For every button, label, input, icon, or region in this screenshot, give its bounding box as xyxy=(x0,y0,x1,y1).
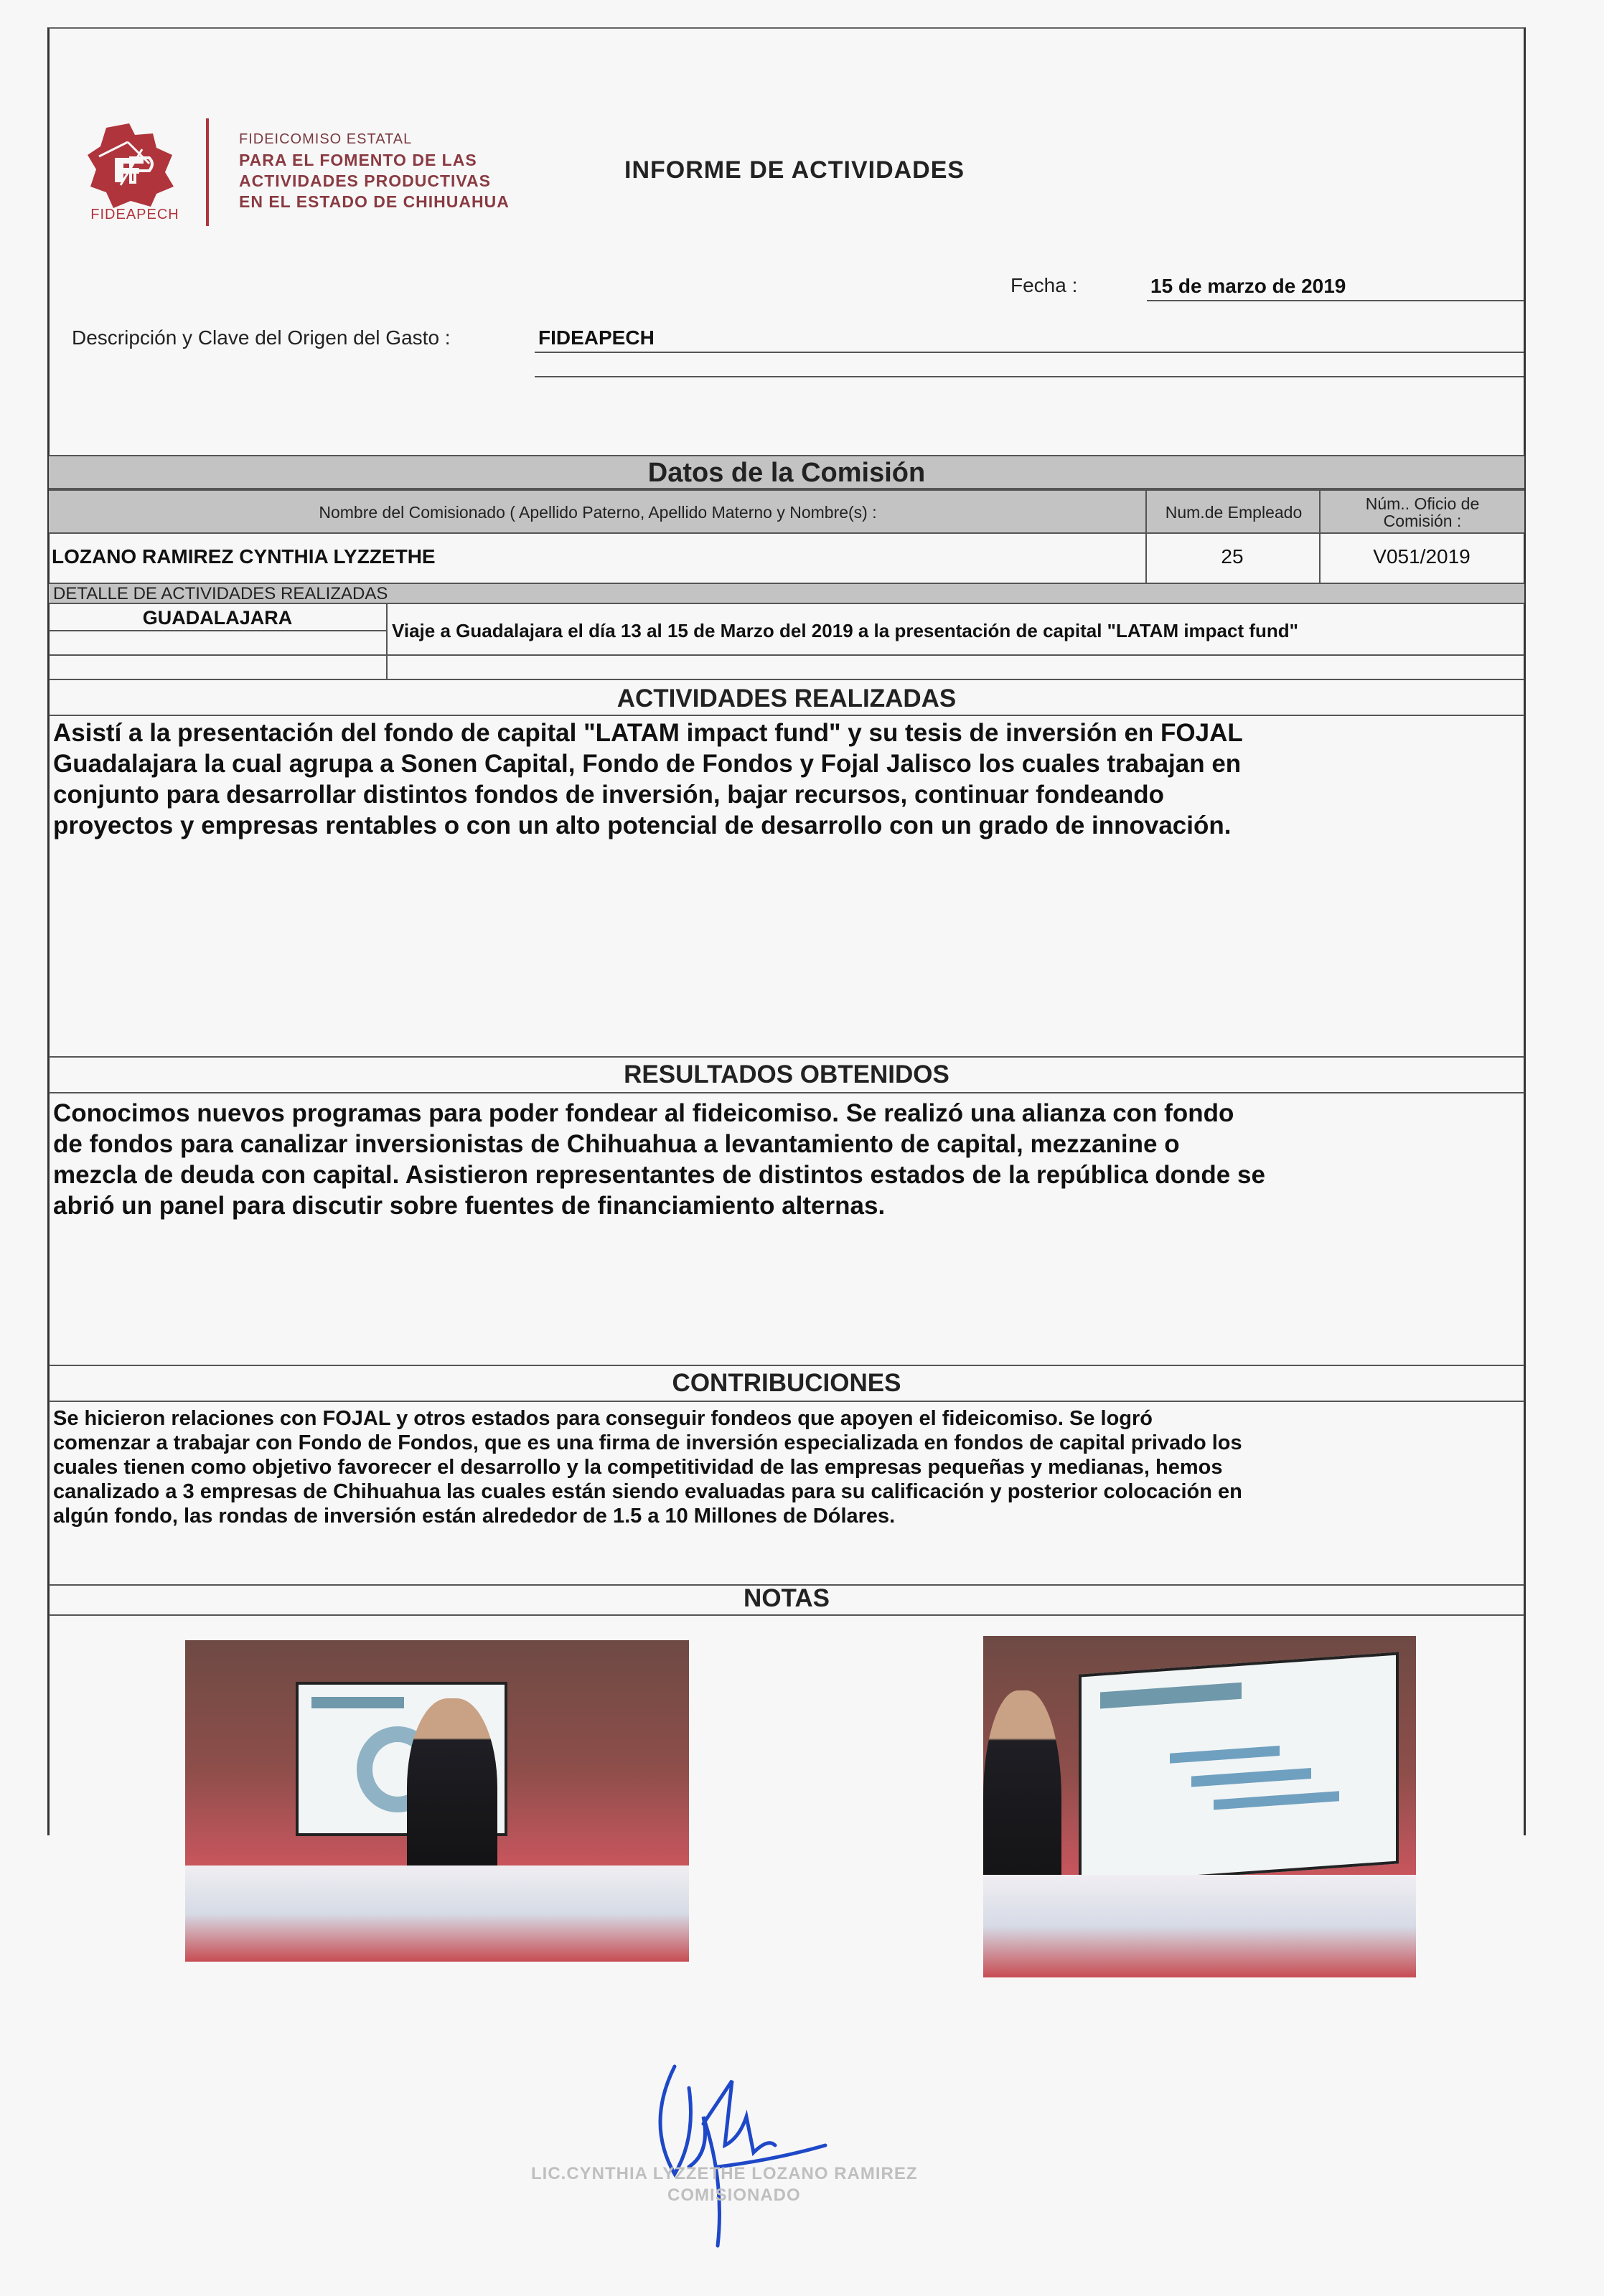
event-photo-1 xyxy=(185,1640,689,1962)
fideapech-logo-icon xyxy=(85,121,178,210)
actividades-title: ACTIVIDADES REALIZADAS xyxy=(616,684,957,712)
resultados-text xyxy=(53,1098,1524,1221)
detalle-divider xyxy=(386,604,388,679)
col-divider-2 xyxy=(1319,489,1321,583)
origen-underline-2 xyxy=(535,376,1524,377)
document-title: INFORME DE ACTIVIDADES xyxy=(624,156,965,184)
resultados-line: mezcla de deuda con capital. Asistieron representantes de distintos estados de la república donde se xyxy=(53,1161,1265,1189)
contribuciones-line: cuales tienen como objetivo favorecer el desarrollo y la competitividad de las empresas pequeñas y medianas, hemos xyxy=(53,1456,1223,1479)
fecha-label: Fecha : xyxy=(1010,274,1078,296)
origen-value: FIDEAPECH xyxy=(538,326,655,349)
page-frame xyxy=(47,27,1526,1835)
fecha-value: 15 de marzo de 2019 xyxy=(1150,275,1346,297)
signature-icon xyxy=(632,2038,833,2267)
actividades-line: proyectos y empresas rentables o con un alto potencial de desarrollo con un grado de innovación. xyxy=(53,811,1232,839)
contribuciones-line: Se hicieron relaciones con FOJAL y otros estados para conseguir fondeos que apoyen el fideicomiso. Se logró xyxy=(53,1407,1153,1430)
detalle-row-line-2 xyxy=(49,654,1524,656)
contribuciones-line: comenzar a trabajar con Fondo de Fondos, que es una firma de inversión especializada en fondos de capital privado los xyxy=(53,1431,1242,1454)
col-divider-1 xyxy=(1145,489,1147,583)
contribuciones-top-rule xyxy=(49,1365,1524,1366)
destino: GUADALAJARA xyxy=(142,607,293,629)
actividades-line: conjunto para desarrollar distintos fondos de inversión, bajar recursos, continuar fondeando xyxy=(53,781,1165,809)
comisionado-nombre: LOZANO RAMIREZ CYNTHIA LYZZETHE xyxy=(52,545,436,568)
actividades-line: Asistí a la presentación del fondo de capital "LATAM impact fund" y su tesis de inversión en FOJAL xyxy=(53,719,1243,747)
col-oficio-header: Núm.. Oficio de Comisión : xyxy=(1365,494,1480,530)
event-photo-2 xyxy=(983,1636,1416,1977)
firmante-nombre: LIC.CYNTHIA LYZZETHE LOZANO RAMIREZ xyxy=(531,2164,918,2183)
contribuciones-line: algún fondo, las rondas de inversión están alrededor de 1.5 a 10 Millones de Dólares. xyxy=(53,1505,896,1528)
contribuciones-text xyxy=(53,1406,1524,1528)
org-line-1: FIDEICOMISO ESTATAL xyxy=(239,131,413,147)
contribuciones-line: canalizado a 3 empresas de Chihuahua las cuales están siendo evaluadas para su calificación y posterior colocación en xyxy=(53,1480,1242,1503)
detalle-label: DETALLE DE ACTIVIDADES REALIZADAS xyxy=(49,583,1524,604)
resultados-title: RESULTADOS OBTENIDOS xyxy=(624,1060,949,1088)
resultados-line: Conocimos nuevos programas para poder fondear al fideicomiso. Se realizó una alianza con fondo xyxy=(53,1099,1234,1127)
org-line-4: EN EL ESTADO DE CHIHUAHUA xyxy=(239,192,510,211)
organization-name xyxy=(239,129,510,212)
contribuciones-title: CONTRIBUCIONES xyxy=(672,1369,901,1397)
actividades-title-rule xyxy=(49,715,1524,716)
descripcion-viaje: Viaje a Guadalajara el día 13 al 15 de Marzo del 2019 a la presentación de capital "LATAM impact fund" xyxy=(392,620,1298,641)
resultados-line: de fondos para canalizar inversionistas de Chihuahua a levantamiento de capital, mezzanine o xyxy=(53,1130,1180,1158)
notas-title-rule xyxy=(49,1614,1524,1616)
col-nombre-header: Nombre del Comisionado ( Apellido Paterno, Apellido Materno y Nombre(s) : xyxy=(319,503,877,522)
actividades-line: Guadalajara la cual agrupa a Sonen Capital, Fondo de Fondos y Fojal Jalisco los cuales trabajan en xyxy=(53,750,1242,778)
notas-title: NOTAS xyxy=(744,1584,830,1612)
contribuciones-title-rule xyxy=(49,1401,1524,1402)
detalle-row-line-1 xyxy=(49,630,386,631)
resultados-top-rule xyxy=(49,1056,1524,1058)
logo-caption: FIDEAPECH xyxy=(90,207,179,222)
origen-underline-1 xyxy=(535,352,1524,353)
fecha-underline xyxy=(1147,300,1524,301)
comisionado-empleado: 25 xyxy=(1221,545,1244,568)
comision-title-band: Datos de la Comisión xyxy=(49,455,1524,489)
comision-column-headers xyxy=(49,489,1524,534)
org-line-3: ACTIVIDADES PRODUCTIVAS xyxy=(239,171,491,190)
comisionado-oficio: V051/2019 xyxy=(1373,545,1471,568)
org-line-2: PARA EL FOMENTO DE LAS xyxy=(239,151,477,169)
col-empleado-header: Num.de Empleado xyxy=(1165,503,1303,522)
resultados-title-rule xyxy=(49,1092,1524,1093)
origen-label: Descripción y Clave del Origen del Gasto : xyxy=(72,326,451,349)
resultados-line: abrió un panel para discutir sobre fuentes de financiamiento alternas. xyxy=(53,1192,886,1220)
firmante-cargo: COMISIONADO xyxy=(667,2186,801,2205)
actividades-text xyxy=(53,718,1524,841)
logo-divider xyxy=(206,118,209,226)
detalle-row-line-3 xyxy=(49,679,1524,680)
